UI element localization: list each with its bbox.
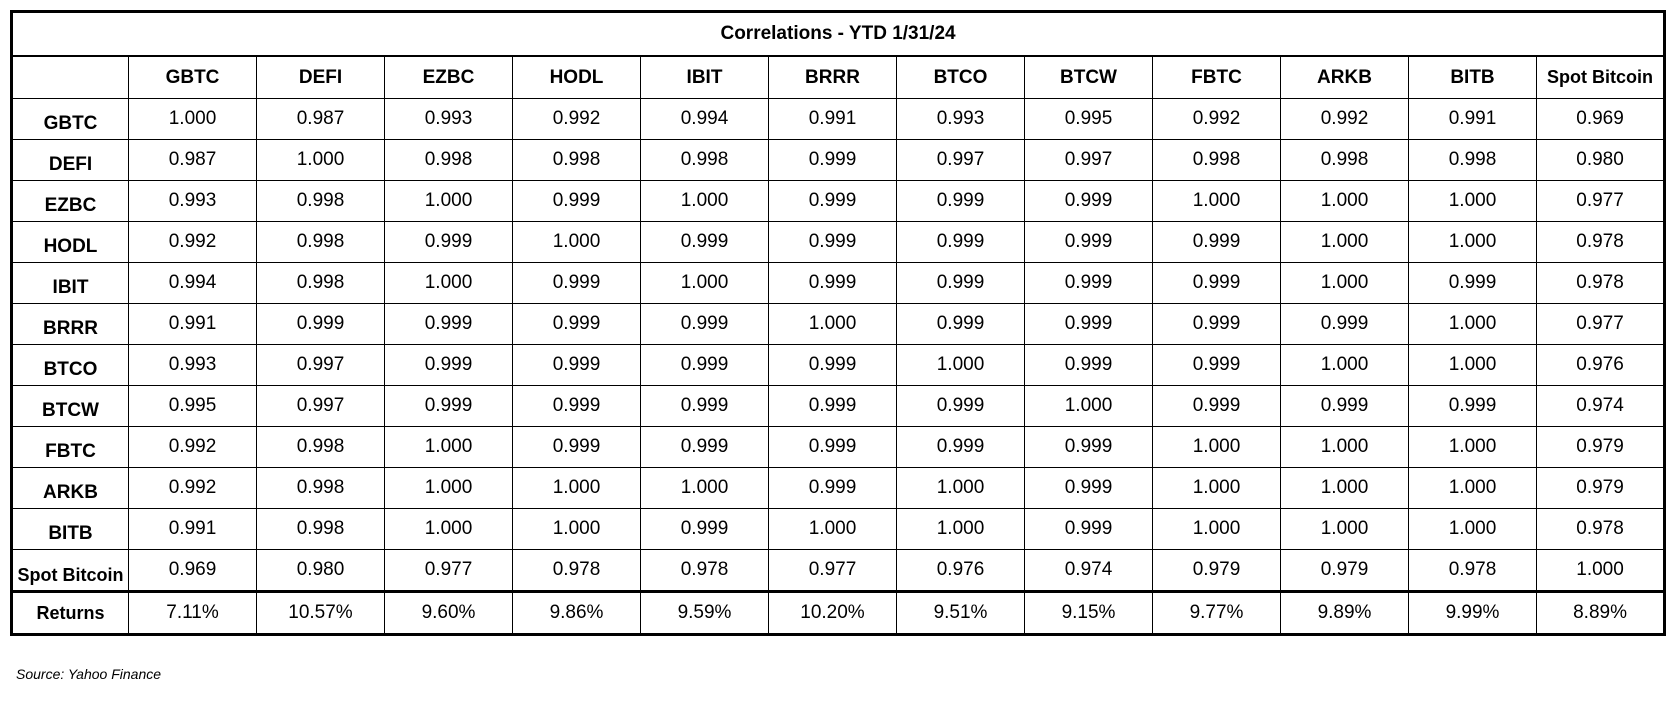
correlation-cell: 0.976: [897, 550, 1025, 592]
table-row: [12, 304, 1665, 345]
correlation-cell: 0.999: [897, 386, 1025, 427]
row-header: BTCW: [12, 386, 129, 427]
correlation-cell: 1.000: [513, 222, 641, 263]
table-row: [12, 181, 1665, 222]
correlation-cell: 0.999: [513, 386, 641, 427]
correlation-cell: 0.999: [1025, 509, 1153, 550]
correlation-cell: 0.998: [641, 140, 769, 181]
correlation-cell: 0.992: [129, 427, 257, 468]
correlation-cell: 0.992: [1281, 99, 1409, 140]
correlation-cell: 0.999: [1153, 345, 1281, 386]
correlation-cell: 0.999: [641, 222, 769, 263]
correlation-cell: 0.991: [769, 99, 897, 140]
correlation-cell: 0.999: [257, 304, 385, 345]
correlation-cell: 0.992: [129, 468, 257, 509]
correlation-cell: 0.999: [385, 222, 513, 263]
correlation-cell: 0.969: [129, 550, 257, 592]
correlation-cell: 0.998: [385, 140, 513, 181]
correlation-cell: 0.979: [1153, 550, 1281, 592]
correlation-cell: 0.998: [1153, 140, 1281, 181]
column-header-row: [12, 56, 1665, 99]
correlation-cell: 1.000: [641, 263, 769, 304]
column-header: FBTC: [1153, 56, 1281, 99]
source-note: Source: Yahoo Finance: [16, 666, 162, 682]
correlation-cell: 0.999: [769, 263, 897, 304]
table-title: Correlations - YTD 1/31/24: [12, 12, 1665, 57]
column-header: GBTC: [129, 56, 257, 99]
correlation-cell: 0.999: [385, 304, 513, 345]
correlation-cell: 0.999: [769, 140, 897, 181]
correlation-cell: 1.000: [1409, 468, 1537, 509]
correlation-cell: 0.998: [513, 140, 641, 181]
correlation-cell: 0.999: [513, 263, 641, 304]
correlation-cell: 0.999: [641, 304, 769, 345]
correlation-cell: 0.978: [1537, 222, 1665, 263]
correlation-cell: 0.992: [513, 99, 641, 140]
correlation-cell: 0.993: [129, 181, 257, 222]
column-header: HODL: [513, 56, 641, 99]
correlation-cell: 0.998: [1281, 140, 1409, 181]
correlation-cell: 0.991: [1409, 99, 1537, 140]
table-row: [12, 263, 1665, 304]
correlation-cell: 0.991: [129, 509, 257, 550]
correlation-cell: 0.999: [1025, 468, 1153, 509]
correlation-cell: 1.000: [1281, 222, 1409, 263]
returns-cell: 9.15%: [1025, 592, 1153, 635]
table-body: [12, 99, 1665, 635]
correlation-cell: 0.999: [769, 427, 897, 468]
column-header: EZBC: [385, 56, 513, 99]
correlation-cell: 0.980: [257, 550, 385, 592]
returns-cell: 10.57%: [257, 592, 385, 635]
correlation-cell: 1.000: [1281, 509, 1409, 550]
correlation-cell: 0.992: [129, 222, 257, 263]
correlation-cell: 0.999: [513, 181, 641, 222]
correlation-cell: 0.979: [1281, 550, 1409, 592]
correlation-cell: 0.999: [641, 509, 769, 550]
correlation-cell: 1.000: [897, 509, 1025, 550]
correlation-cell: 0.999: [1025, 181, 1153, 222]
correlation-cell: 0.997: [897, 140, 1025, 181]
row-header: HODL: [12, 222, 129, 263]
row-header: GBTC: [12, 99, 129, 140]
row-header: FBTC: [12, 427, 129, 468]
correlation-cell: 0.999: [897, 427, 1025, 468]
correlation-cell: 1.000: [1409, 222, 1537, 263]
correlation-cell: 0.999: [1153, 222, 1281, 263]
correlation-cell: 0.999: [1025, 427, 1153, 468]
column-header: ARKB: [1281, 56, 1409, 99]
column-header: IBIT: [641, 56, 769, 99]
row-header: IBIT: [12, 263, 129, 304]
correlation-cell: 1.000: [1409, 509, 1537, 550]
correlation-cell: 0.999: [1025, 222, 1153, 263]
correlation-cell: 0.999: [769, 386, 897, 427]
correlation-cell: 0.999: [769, 222, 897, 263]
correlation-cell: 1.000: [1537, 550, 1665, 592]
correlation-cell: 0.999: [897, 304, 1025, 345]
correlation-cell: 1.000: [1281, 181, 1409, 222]
correlation-cell: 1.000: [641, 468, 769, 509]
correlation-cell: 1.000: [1409, 427, 1537, 468]
correlation-cell: 0.999: [513, 427, 641, 468]
returns-cell: 10.20%: [769, 592, 897, 635]
correlation-cell: 0.979: [1537, 468, 1665, 509]
correlation-cell: 1.000: [385, 509, 513, 550]
correlation-cell: 0.999: [513, 345, 641, 386]
correlation-cell: 0.994: [641, 99, 769, 140]
correlation-cell: 0.977: [1537, 304, 1665, 345]
column-header: BTCW: [1025, 56, 1153, 99]
correlation-cell: 0.997: [1025, 140, 1153, 181]
correlation-cell: 0.999: [1153, 386, 1281, 427]
returns-cell: 9.89%: [1281, 592, 1409, 635]
correlation-cell: 0.998: [257, 468, 385, 509]
correlation-cell: 1.000: [129, 99, 257, 140]
correlation-cell: 0.997: [257, 345, 385, 386]
correlation-cell: 0.999: [897, 222, 1025, 263]
table-row: [12, 99, 1665, 140]
correlation-cell: 1.000: [1153, 468, 1281, 509]
returns-cell: 9.86%: [513, 592, 641, 635]
row-header: BRRR: [12, 304, 129, 345]
correlation-cell: 0.974: [1025, 550, 1153, 592]
correlation-cell: 0.977: [1537, 181, 1665, 222]
correlation-cell: 0.974: [1537, 386, 1665, 427]
correlation-cell: 0.992: [1153, 99, 1281, 140]
correlation-cell: 0.999: [1409, 263, 1537, 304]
correlation-cell: 0.979: [1537, 427, 1665, 468]
correlation-cell: 1.000: [769, 509, 897, 550]
correlation-cell: 1.000: [1409, 181, 1537, 222]
returns-cell: 9.77%: [1153, 592, 1281, 635]
returns-cell: 9.60%: [385, 592, 513, 635]
correlation-table: [10, 10, 1666, 636]
correlation-cell: 0.999: [385, 386, 513, 427]
correlation-cell: 1.000: [385, 427, 513, 468]
correlation-cell: 0.987: [129, 140, 257, 181]
row-header: Spot Bitcoin: [12, 550, 129, 592]
correlation-cell: 0.993: [897, 99, 1025, 140]
returns-cell: 8.89%: [1537, 592, 1665, 635]
correlation-cell: 0.999: [513, 304, 641, 345]
correlation-cell: 1.000: [641, 181, 769, 222]
column-header: BITB: [1409, 56, 1537, 99]
correlation-cell: 1.000: [513, 509, 641, 550]
table-row: [12, 140, 1665, 181]
correlation-cell: 0.998: [257, 222, 385, 263]
correlation-cell: 0.999: [769, 468, 897, 509]
correlation-cell: 1.000: [1281, 263, 1409, 304]
column-header: DEFI: [257, 56, 385, 99]
correlation-cell: 0.999: [641, 386, 769, 427]
correlation-cell: 0.999: [1025, 263, 1153, 304]
correlation-cell: 1.000: [1153, 427, 1281, 468]
correlation-cell: 1.000: [1281, 345, 1409, 386]
column-header: BRRR: [769, 56, 897, 99]
correlation-cell: 0.999: [769, 181, 897, 222]
returns-label: Returns: [12, 592, 129, 635]
correlation-cell: 0.993: [129, 345, 257, 386]
returns-cell: 7.11%: [129, 592, 257, 635]
row-header: DEFI: [12, 140, 129, 181]
row-header: BTCO: [12, 345, 129, 386]
correlation-cell: 1.000: [257, 140, 385, 181]
correlation-cell: 1.000: [769, 304, 897, 345]
column-header: Spot Bitcoin: [1537, 56, 1665, 99]
table-row: [12, 550, 1665, 592]
correlation-cell: 1.000: [385, 263, 513, 304]
table-row: [12, 345, 1665, 386]
table-row: [12, 427, 1665, 468]
correlation-cell: 0.998: [1409, 140, 1537, 181]
correlation-cell: 0.978: [1537, 509, 1665, 550]
returns-row: [12, 592, 1665, 635]
correlation-cell: 0.999: [1409, 386, 1537, 427]
correlation-cell: 1.000: [1153, 181, 1281, 222]
correlation-cell: 0.999: [1153, 263, 1281, 304]
row-header: BITB: [12, 509, 129, 550]
correlation-cell: 0.994: [129, 263, 257, 304]
correlation-cell: 1.000: [1153, 509, 1281, 550]
correlation-cell: 0.995: [1025, 99, 1153, 140]
table-row: [12, 509, 1665, 550]
correlation-cell: 0.978: [1409, 550, 1537, 592]
correlation-cell: 1.000: [385, 181, 513, 222]
returns-cell: 9.59%: [641, 592, 769, 635]
correlation-cell: 0.997: [257, 386, 385, 427]
correlation-cell: 0.998: [257, 181, 385, 222]
table-row: [12, 468, 1665, 509]
correlation-cell: 0.991: [129, 304, 257, 345]
correlation-cell: 0.980: [1537, 140, 1665, 181]
correlation-cell: 0.978: [1537, 263, 1665, 304]
correlation-cell: 1.000: [1409, 304, 1537, 345]
correlation-cell: 0.978: [513, 550, 641, 592]
correlation-cell: 0.999: [1025, 304, 1153, 345]
correlation-cell: 1.000: [1281, 427, 1409, 468]
correlation-cell: 0.999: [641, 427, 769, 468]
correlation-cell: 0.999: [769, 345, 897, 386]
returns-cell: 9.99%: [1409, 592, 1537, 635]
correlation-cell: 0.999: [897, 181, 1025, 222]
table-row: [12, 222, 1665, 263]
correlation-cell: 1.000: [513, 468, 641, 509]
correlation-cell: 0.999: [1281, 386, 1409, 427]
correlation-cell: 1.000: [385, 468, 513, 509]
row-header: ARKB: [12, 468, 129, 509]
returns-cell: 9.51%: [897, 592, 1025, 635]
table-row: [12, 386, 1665, 427]
correlation-cell: 0.976: [1537, 345, 1665, 386]
correlation-cell: 1.000: [897, 468, 1025, 509]
correlation-cell: 0.987: [257, 99, 385, 140]
correlation-cell: 1.000: [1409, 345, 1537, 386]
correlation-cell: 0.995: [129, 386, 257, 427]
correlation-cell: 0.998: [257, 509, 385, 550]
correlation-cell: 0.999: [897, 263, 1025, 304]
correlation-cell: 1.000: [1281, 468, 1409, 509]
correlation-cell: 0.978: [641, 550, 769, 592]
correlation-cell: 0.999: [385, 345, 513, 386]
corner-cell: [12, 56, 129, 99]
correlation-cell: 0.999: [641, 345, 769, 386]
correlation-cell: 1.000: [897, 345, 1025, 386]
correlation-cell: 0.969: [1537, 99, 1665, 140]
correlation-cell: 0.999: [1025, 345, 1153, 386]
correlation-cell: 0.999: [1281, 304, 1409, 345]
correlation-cell: 0.977: [769, 550, 897, 592]
column-header: BTCO: [897, 56, 1025, 99]
correlation-cell: 0.977: [385, 550, 513, 592]
correlation-cell: 0.993: [385, 99, 513, 140]
correlation-cell: 1.000: [1025, 386, 1153, 427]
correlation-cell: 0.999: [1153, 304, 1281, 345]
correlation-cell: 0.998: [257, 427, 385, 468]
row-header: EZBC: [12, 181, 129, 222]
correlation-cell: 0.998: [257, 263, 385, 304]
